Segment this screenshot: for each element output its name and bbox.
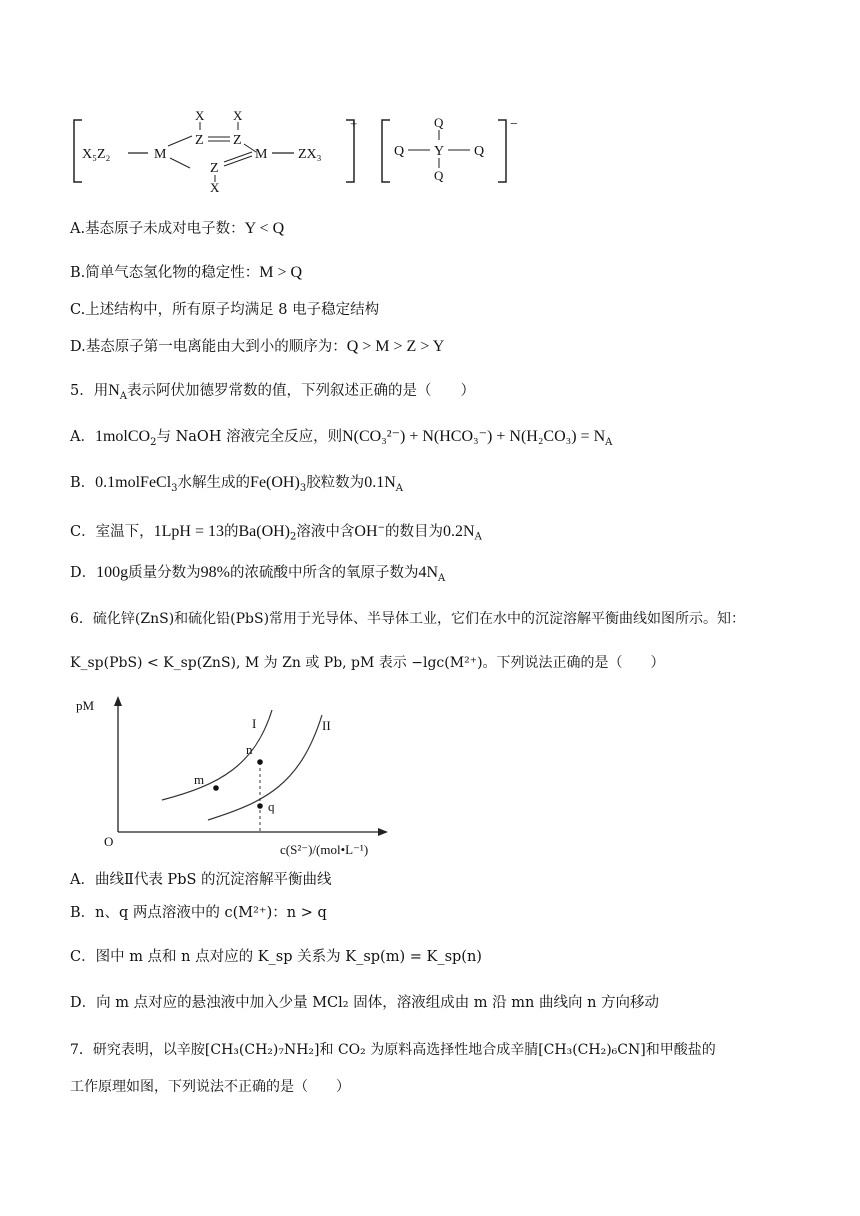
svg-text:Q: Q	[474, 144, 485, 159]
point-m-label: m	[194, 772, 205, 787]
point-n-label: n	[246, 742, 253, 757]
q6-stem-line2: K_sp(PbS) < K_sp(ZnS), M 为 Zn 或 Pb, pM 表示 −lgc(M²⁺)。下列说法正确的是（ ）	[70, 655, 665, 671]
point-q	[257, 803, 263, 809]
svg-text:Z: Z	[195, 133, 204, 148]
q5-option-d: D．100g质量分数为98%的浓硫酸中所含的氧原子数为$4N_A$	[70, 564, 446, 584]
q7-stem-line1: 7．研究表明，以辛胺[CH₃(CH₂)₇NH₂]和 CO₂ 为原料高选择性地合成辛腈[CH₃(CH₂)₆CN]和甲酸盐的	[70, 1042, 716, 1058]
svg-text:X: X	[233, 108, 243, 123]
svg-text:Q: Q	[434, 115, 444, 130]
y-axis-label: pM	[76, 698, 95, 713]
point-m	[213, 785, 219, 791]
origin-label: O	[104, 834, 114, 849]
curve-ii-label: II	[322, 718, 331, 733]
point-n	[257, 759, 263, 765]
q4-option-b: B.简单气态氢化物的稳定性：M > Q	[70, 264, 303, 281]
right-group: ZX₃	[298, 147, 322, 162]
q5-option-a: A．1molCO$_2$与 NaOH 溶液完全反应，则$N(CO_3^{2-}) + N(HCO_3^-) + N(H_2CO_3) = N_A$	[70, 428, 613, 448]
curve-ii	[208, 715, 322, 820]
q6-option-b: B．n、q 两点溶液中的 c(M²⁺)：n > q	[70, 905, 327, 921]
x-axis-label: c(S²⁻)/(mol•L⁻¹)	[280, 842, 369, 857]
q6-option-c: C．图中 m 点和 n 点对应的 K_sp 关系为 K_sp(m) = K_sp(n)	[70, 949, 482, 965]
ionic-structure-figure	[60, 100, 620, 210]
anion-charge: −	[510, 117, 518, 132]
q5-option-b: B．0.1molFeCl$_3$水解生成的$Fe(OH)_3$胶粒数为$0.1N_A$	[70, 474, 403, 494]
q4-option-a: A.基态原子未成对电子数：Y < Q	[70, 220, 285, 237]
svg-text:Q: Q	[434, 168, 444, 183]
q6-stem-line1: 6．硫化锌(ZnS)和硫化铅(PbS)常用于光导体、半导体工业，它们在水中的沉淀溶解平衡曲线如图所示。知：	[70, 611, 746, 627]
atom-m-left: M	[154, 147, 167, 162]
svg-text:X: X	[210, 180, 220, 195]
q7-stem-line2: 工作原理如图，下列说法不正确的是（ ）	[70, 1079, 350, 1095]
solubility-chart	[70, 690, 430, 860]
cation-charge: +	[350, 116, 358, 131]
q6-option-d: D．向 m 点对应的悬浊液中加入少量 MCl₂ 固体，溶液组成由 m 沿 mn 曲线向 n 方向移动	[70, 995, 660, 1011]
atom-m-right: M	[255, 147, 268, 162]
q5-option-c: C．室温下，1LpH = 13的$Ba(OH)_2$溶液中含OH−的数目为$0.2N_A$	[70, 522, 482, 543]
svg-text:Z: Z	[233, 133, 242, 148]
curve-i-label: I	[252, 716, 257, 731]
q6-option-a: A．曲线Ⅱ代表 PbS 的沉淀溶解平衡曲线	[70, 872, 332, 888]
q4-option-d: D.基态原子第一电离能由大到小的顺序为：Q > M > Z > Y	[70, 338, 445, 355]
q5-stem: 5．用$N_A$表示阿伏加德罗常数的值，下列叙述正确的是（ ）	[70, 382, 476, 402]
atom-y: Y	[434, 144, 445, 159]
q4-option-c: C.上述结构中，所有原子均满足 8 电子稳定结构	[70, 302, 380, 318]
svg-text:Q: Q	[394, 144, 405, 159]
left-group: X₅Z₂	[82, 147, 111, 162]
svg-text:X: X	[195, 108, 205, 123]
point-q-label: q	[268, 799, 275, 814]
svg-text:Z: Z	[210, 161, 219, 176]
